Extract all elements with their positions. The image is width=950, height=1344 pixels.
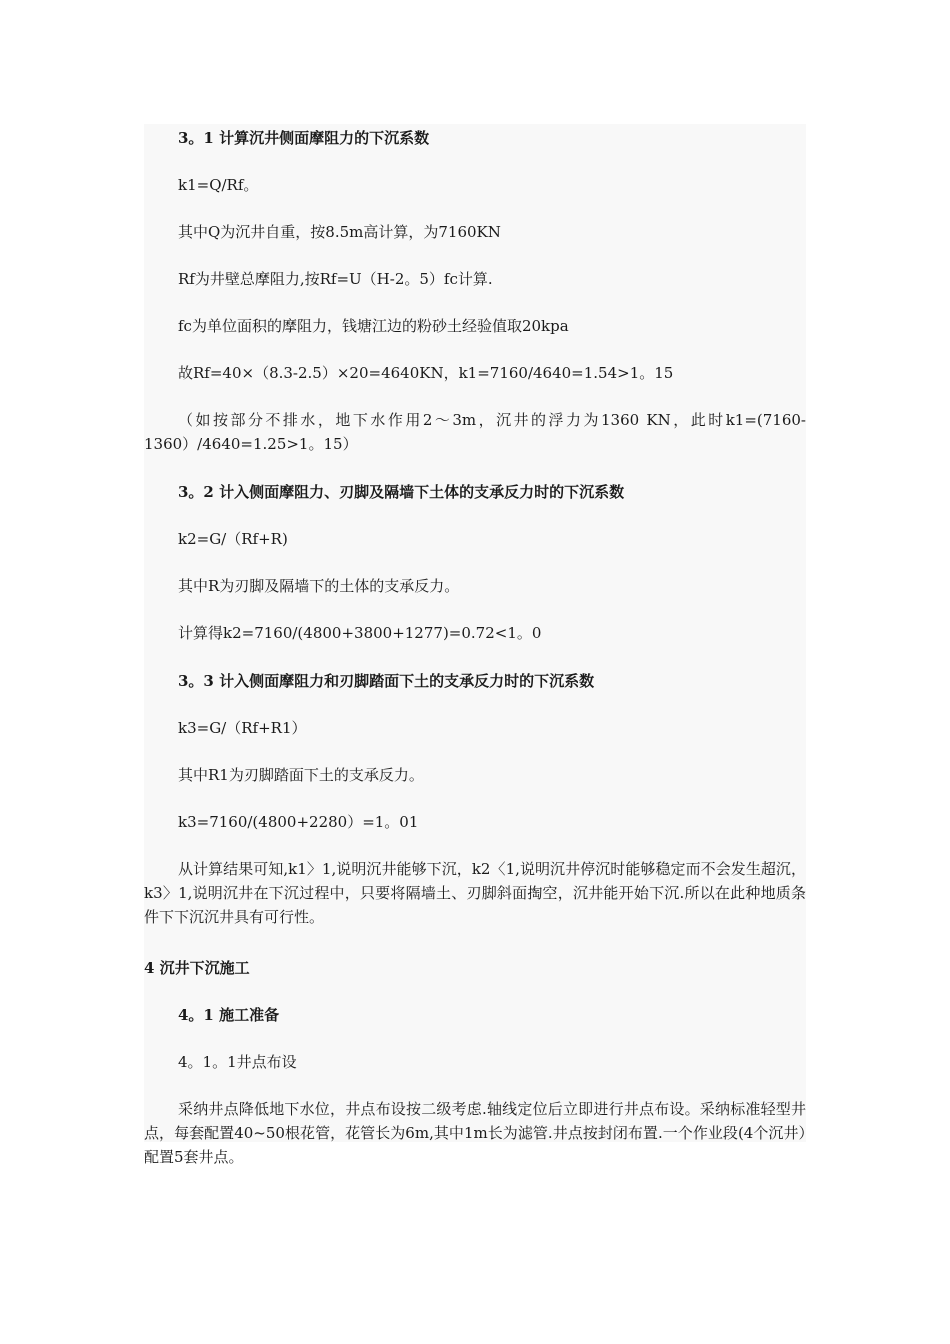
paragraph-r1: 其中R1为刃脚踏面下土的支承反力。 <box>178 766 424 784</box>
paragraph-conclusion: 从计算结果可知,k1〉1,说明沉井能够下沉，k2〈1,说明沉井停沉时能够稳定而不会发生超沉，k3〉1,说明沉井在下沉过程中，只要将隔墙土、刃脚斜面掏空，沉井能开始下沉.所以在此种地质条件下下沉沉井具有可行性。 <box>144 860 806 926</box>
paragraph-buoyancy-note: （如按部分不排水，地下水作用2～3m，沉井的浮力为1360 KN，此时k1=(7160-1360）/4640=1.25>1。15） <box>144 411 806 453</box>
section-heading-3-2: 3。2 计入侧面摩阻力、刃脚及隔墙下土体的支承反力时的下沉系数 <box>178 483 625 501</box>
section-heading-3-1: 3。1 计算沉井侧面摩阻力的下沉系数 <box>178 129 430 147</box>
section-heading-3-3: 3。3 计入侧面摩阻力和刃脚踏面下土的支承反力时的下沉系数 <box>178 672 595 690</box>
document-body <box>144 124 806 1166</box>
paragraph-r: 其中R为刃脚及隔墙下的土体的支承反力。 <box>178 577 460 595</box>
paragraph-calc-k2: 计算得k2=7160/(4800+3800+1277)=0.72<1。0 <box>178 624 542 642</box>
paragraph-rf: Rf为井壁总摩阻力,按Rf=U（H-2。5）fc计算. <box>178 270 493 288</box>
subsection-heading-4-1-1: 4。1。1井点布设 <box>178 1053 297 1071</box>
paragraph-q: 其中Q为沉井自重，按8.5m高计算，为7160KN <box>178 223 501 241</box>
section-heading-4: 4 沉井下沉施工 <box>144 959 250 977</box>
paragraph-wellpoint: 采纳井点降低地下水位，井点布设按二级考虑.轴线定位后立即进行井点布设。采纳标准轻型井点，每套配置40~50根花管，花管长为6m,其中1m长为滤管.井点按封闭布置.一个作业段(4个沉井）配置5套井点。 <box>144 1100 806 1166</box>
paragraph-calc-k1: 故Rf=40×（8.3-2.5）×20=4640KN，k1=7160/4640=1.54>1。15 <box>178 364 674 382</box>
formula-k3: k3=G/（Rf+R1） <box>178 719 307 737</box>
formula-k1: k1=Q/Rf。 <box>178 176 259 194</box>
formula-k2: k2=G/（Rf+R) <box>178 530 288 548</box>
section-heading-4-1: 4。1 施工准备 <box>178 1006 280 1024</box>
paragraph-calc-k3: k3=7160/(4800+2280）=1。01 <box>178 813 419 831</box>
paragraph-fc: fc为单位面积的摩阻力，钱塘江边的粉砂土经验值取20kpa <box>178 317 569 335</box>
